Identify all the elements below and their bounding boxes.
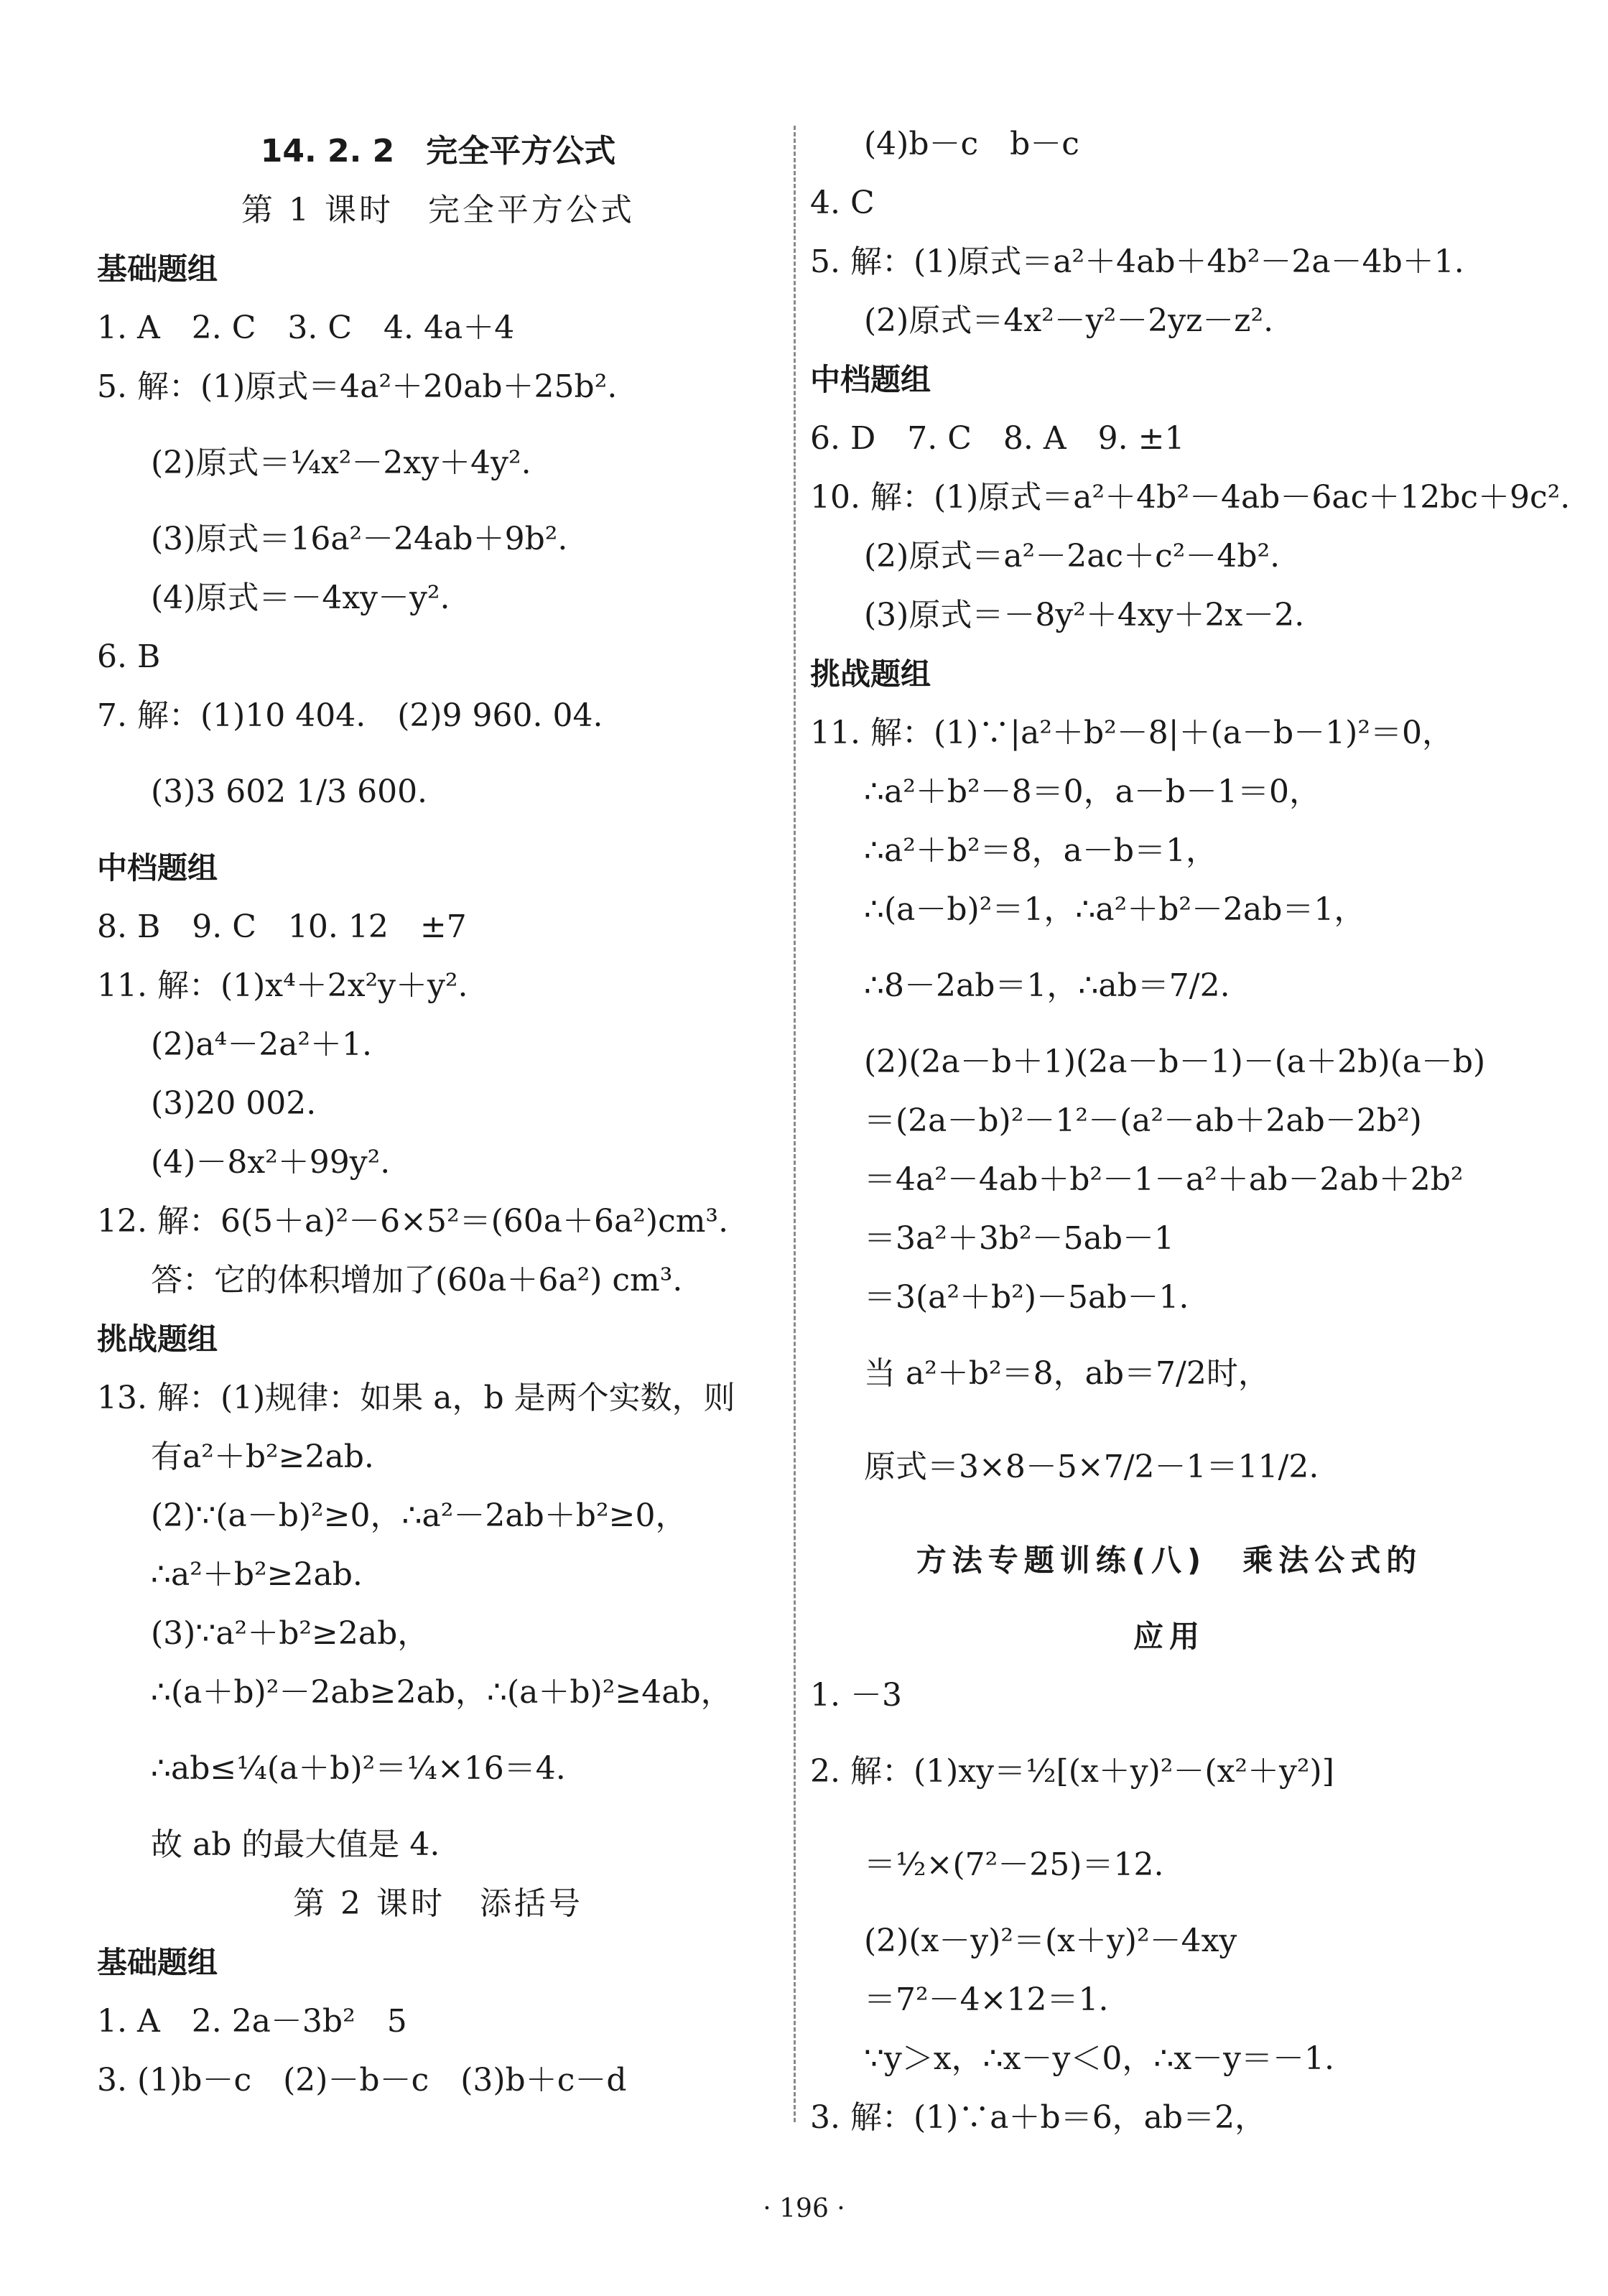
answer-line-continued: (4)－8x²＋99y². xyxy=(151,1144,391,1181)
answer-line-continued: ∴(a－b)²＝1，∴a²＋b²－2ab＝1， xyxy=(864,891,1366,928)
answer-line: 3. 解：(1)∵a＋b＝6，ab＝2， xyxy=(810,2099,1267,2136)
answer-line: 13. 解：(1)规律：如果 a，b 是两个实数，则 xyxy=(97,1380,735,1416)
answer-line-continued: (3)3 602 1/3 600. xyxy=(151,773,428,810)
answer-line-continued: 故 ab 的最大值是 4. xyxy=(151,1826,440,1863)
answer-line-continued: (2)a⁴－2a²＋1. xyxy=(151,1026,373,1063)
answer-line-continued: 当 a²＋b²＝8，ab＝7/2时， xyxy=(864,1355,1270,1392)
answer-line: 6. D 7. C 8. A 9. ±1 xyxy=(810,420,1185,457)
answer-line-continued: (2)原式＝¼x²－2xy＋4y². xyxy=(151,445,531,481)
lesson-title: 第 2 课时 添括号 xyxy=(293,1885,583,1922)
answer-line: 12. 解：6(5＋a)²－6×5²＝(60a＋6a²)cm³. xyxy=(97,1203,729,1240)
method-title: 应用 xyxy=(1133,1619,1205,1654)
answer-line: 1. －3 xyxy=(810,1677,902,1714)
answer-line: 6. B xyxy=(97,638,161,675)
answer-line: 3. (1)b－c (2)－b－c (3)b＋c－d xyxy=(97,2062,627,2099)
answer-line-continued: ∴a²＋b²－8＝0，a－b－1＝0， xyxy=(864,773,1321,810)
answer-line-continued: ∴(a＋b)²－2ab≥2ab，∴(a＋b)²≥4ab， xyxy=(151,1674,733,1711)
group-heading: 基础题组 xyxy=(97,251,218,287)
answer-line-continued: (2)∵(a－b)²≥0，∴a²－2ab＋b²≥0， xyxy=(151,1497,687,1534)
answer-line: 5. 解：(1)原式＝a²＋4ab＋4b²－2a－4b＋1. xyxy=(810,243,1464,280)
answer-line: 4. C xyxy=(810,185,875,221)
answer-line-continued: ＝(2a－b)²－1²－(a²－ab＋2ab－2b²) xyxy=(864,1102,1422,1139)
answer-line-continued: ＝3a²＋3b²－5ab－1 xyxy=(864,1220,1175,1257)
answer-line-continued: (2)原式＝4x²－y²－2yz－z². xyxy=(864,302,1274,339)
answer-line-continued: 原式＝3×8－5×7/2－1＝11/2. xyxy=(864,1449,1319,1485)
answer-line: 1. A 2. 2a－3b² 5 xyxy=(97,2003,407,2040)
lesson-title: 第 1 课时 完全平方公式 xyxy=(241,192,635,228)
group-heading: 挑战题组 xyxy=(97,1321,218,1357)
answer-line: 2. 解：(1)xy＝½[(x＋y)²－(x²＋y²)] xyxy=(810,1753,1334,1790)
answer-line: 11. 解：(1)∵|a²＋b²－8|＋(a－b－1)²＝0， xyxy=(810,715,1454,751)
answer-line-continued: ∴a²＋b²≥2ab. xyxy=(151,1556,363,1593)
method-title: 方法专题训练(八) 乘法公式的 xyxy=(916,1543,1423,1578)
answer-line: 11. 解：(1)x⁴＋2x²y＋y². xyxy=(97,967,468,1004)
group-heading: 挑战题组 xyxy=(810,656,931,692)
answer-line: 8. B 9. C 10. 12 ±7 xyxy=(97,908,467,945)
column-divider xyxy=(794,126,796,2122)
answer-line-continued: (4)原式＝－4xy－y². xyxy=(151,580,450,616)
right-answer-list xyxy=(810,115,1571,2147)
group-heading: 中档题组 xyxy=(810,362,931,397)
answer-line-continued: (4)b－c b－c xyxy=(864,126,1079,162)
answer-line-continued: ∴8－2ab＝1，∴ab＝7/2. xyxy=(864,967,1230,1004)
answer-line-continued: 有a²＋b²≥2ab. xyxy=(151,1439,374,1475)
group-heading: 基础题组 xyxy=(97,1945,218,1980)
answer-line-continued: ＝7²－4×12＝1. xyxy=(864,1981,1109,2018)
right-column xyxy=(810,115,1571,2147)
answer-line-continued: ＝½×(7²－25)＝12. xyxy=(864,1846,1164,1883)
answer-line: 1. A 2. C 3. C 4. 4a＋4 xyxy=(97,310,515,346)
answer-line-continued: ＝3(a²＋b²)－5ab－1. xyxy=(864,1279,1189,1316)
answer-line: 5. 解：(1)原式＝4a²＋20ab＋25b². xyxy=(97,368,618,405)
answer-line-continued: ∴ab≤¼(a＋b)²＝¼×16＝4. xyxy=(151,1750,566,1787)
answer-line-continued: (2)(2a－b＋1)(2a－b－1)－(a＋2b)(a－b) xyxy=(864,1044,1486,1080)
answer-line-continued: (3)∵a²＋b²≥2ab， xyxy=(151,1615,429,1652)
section-title: 14. 2. 2 完全平方公式 xyxy=(260,133,616,169)
left-answer-list xyxy=(97,240,779,2110)
answer-line: 7. 解：(1)10 404. (2)9 960. 04. xyxy=(97,697,603,734)
answer-line-continued: (2)(x－y)²＝(x＋y)²－4xy xyxy=(864,1923,1237,1959)
group-heading: 中档题组 xyxy=(97,850,218,886)
answer-line: 10. 解：(1)原式＝a²＋4b²－4ab－6ac＋12bc＋9c². xyxy=(810,479,1571,516)
answer-line-continued: ∴a²＋b²＝8，a－b＝1， xyxy=(864,832,1218,869)
page-number: · 196 · xyxy=(763,2194,845,2223)
answer-line-continued: ∵y＞x，∴x－y＜0，∴x－y＝－1. xyxy=(864,2040,1334,2077)
answer-line-continued: (2)原式＝a²－2ac＋c²－4b². xyxy=(864,538,1281,575)
answer-line-continued: ＝4a²－4ab＋b²－1－a²＋ab－2ab＋2b² xyxy=(864,1161,1464,1198)
answer-line-continued: (3)原式＝－8y²＋4xy＋2x－2. xyxy=(864,597,1305,633)
answer-line-continued: 答：它的体积增加了(60a＋6a²) cm³. xyxy=(151,1262,683,1298)
answer-line-continued: (3)20 002. xyxy=(151,1085,317,1122)
answer-line-continued: (3)原式＝16a²－24ab＋9b². xyxy=(151,521,568,557)
left-column xyxy=(97,122,779,2110)
